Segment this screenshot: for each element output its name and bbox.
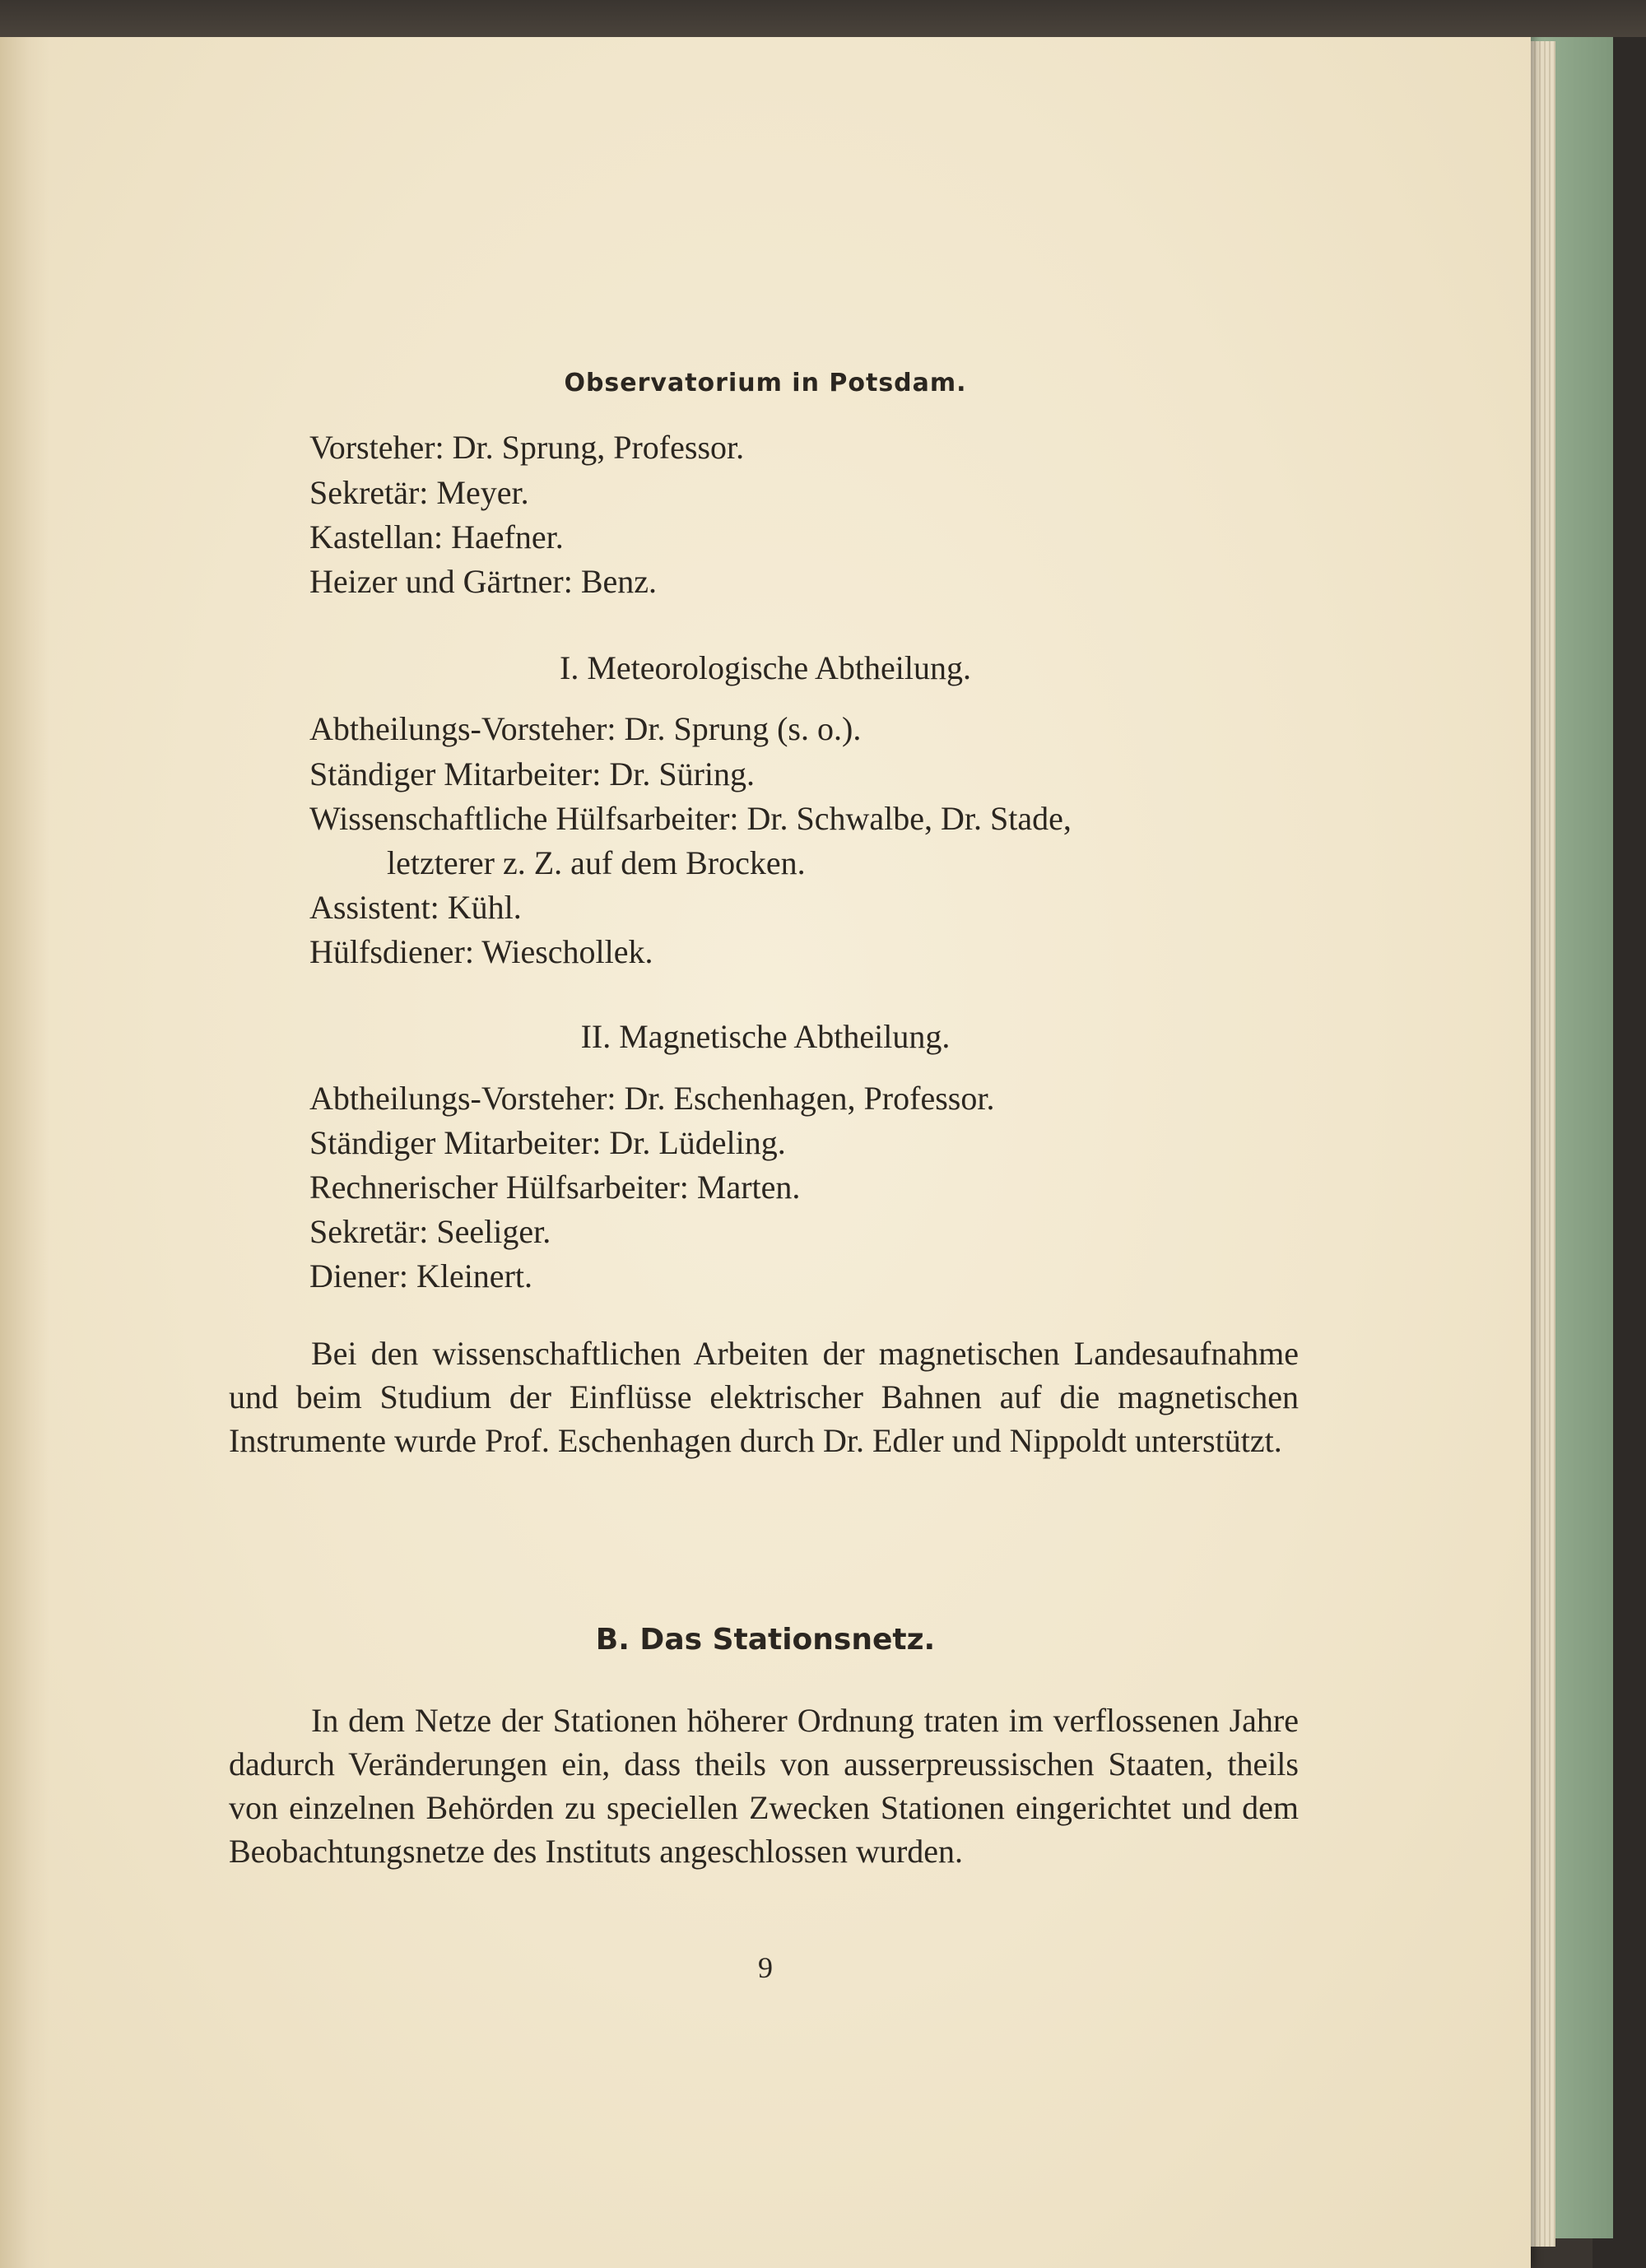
staff-line: Heizer und Gärtner: Benz. (309, 563, 658, 600)
section2-line: Ständiger Mitarbeiter: Dr. Lüdeling. (309, 1124, 786, 1161)
page-gutter (0, 0, 49, 2268)
section2-line: Abtheilungs-Vorsteher: Dr. Eschenhagen, Professor. (309, 1080, 995, 1117)
section-title-meteorological: I. Meteorologische Abtheilung. (560, 649, 971, 686)
section1-line: Hülfsdiener: Wieschollek. (309, 933, 653, 970)
section2-line: Sekretär: Seeliger. (309, 1213, 551, 1250)
section1-line: Assistent: Kühl. (309, 889, 522, 926)
staff-line: Sekretär: Meyer. (309, 474, 529, 511)
paragraph-magnetic-survey: Bei den wissenschaftlichen Arbeiten der magnetischen Landesaufnahme und beim Studium der Einflüsse elektrischer Bahnen auf die magnetischen Instrumente wurde Prof. Eschenhagen durch Dr. Edler und Nippoldt unterstützt. (229, 1335, 1299, 1459)
scan-top-border (0, 0, 1646, 37)
section-heading-stationsnetz: B. Das Stationsnetz. (595, 1623, 936, 1657)
page-number: 9 (758, 1951, 773, 1984)
section1-line: Abtheilungs-Vorsteher: Dr. Sprung (s. o.). (309, 710, 862, 747)
staff-line: Kastellan: Haefner. (309, 518, 564, 555)
section-title-magnetic: II. Magnetische Abtheilung. (580, 1018, 951, 1055)
staff-line: Vorsteher: Dr. Sprung, Professor. (309, 429, 745, 466)
paragraph-station-network: In dem Netze der Stationen höherer Ordnung traten im verflossenen Jahre dadurch Veränderungen ein, dass theils von ausserpreussischen Staaten, theils von einzelnen Behörden zu speciellen Zwecken Stationen eingerichtet und dem Beobachtungsnetze des Instituts angeschlossen wurden. (229, 1702, 1299, 1870)
section2-line: Rechnerischer Hülfsarbeiter: Marten. (309, 1169, 801, 1206)
section1-line: letzterer z. Z. auf dem Brocken. (387, 844, 806, 881)
section1-line: Wissenschaftliche Hülfsarbeiter: Dr. Schwalbe, Dr. Stade, (309, 800, 1072, 837)
page-heading: Observatorium in Potsdam. (564, 369, 967, 397)
section2-line: Diener: Kleinert. (309, 1257, 532, 1294)
section1-line: Ständiger Mitarbeiter: Dr. Süring. (309, 755, 756, 792)
